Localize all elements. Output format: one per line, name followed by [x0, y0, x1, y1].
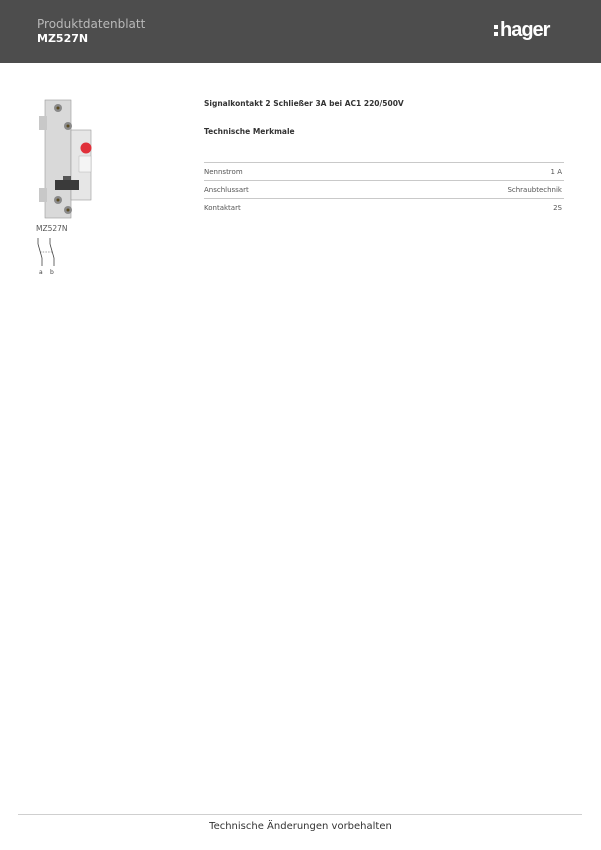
product-image-caption: MZ527N	[36, 224, 68, 233]
spec-label: Nennstrom	[204, 167, 243, 176]
product-title: Signalkontakt 2 Schließer 3A bei AC1 220/500V	[204, 99, 404, 108]
spec-row	[204, 180, 564, 198]
contact-label-a: a	[39, 269, 43, 276]
spec-table	[204, 162, 564, 216]
document-type: Produktdatenblatt	[37, 17, 146, 31]
spec-label: Anschlussart	[204, 185, 249, 194]
footer-divider	[18, 814, 582, 815]
two-contact-switch-symbol	[33, 236, 57, 276]
auxiliary-contact-module-image	[35, 96, 97, 222]
spec-value: 2S	[553, 203, 562, 212]
header-bar	[0, 0, 601, 63]
footer-note: Technische Änderungen vorbehalten	[209, 821, 392, 832]
spec-row	[204, 198, 564, 216]
contact-label-b: b	[50, 269, 54, 276]
product-code: MZ527N	[37, 32, 89, 45]
spec-row	[204, 162, 564, 180]
hager-logo	[493, 17, 567, 45]
brand-wordmark: hager	[500, 19, 550, 41]
spec-value: Schraubtechnik	[507, 185, 562, 194]
features-heading: Technische Merkmale	[204, 127, 295, 136]
spec-label: Kontaktart	[204, 203, 241, 212]
spec-value: 1 A	[550, 167, 562, 176]
